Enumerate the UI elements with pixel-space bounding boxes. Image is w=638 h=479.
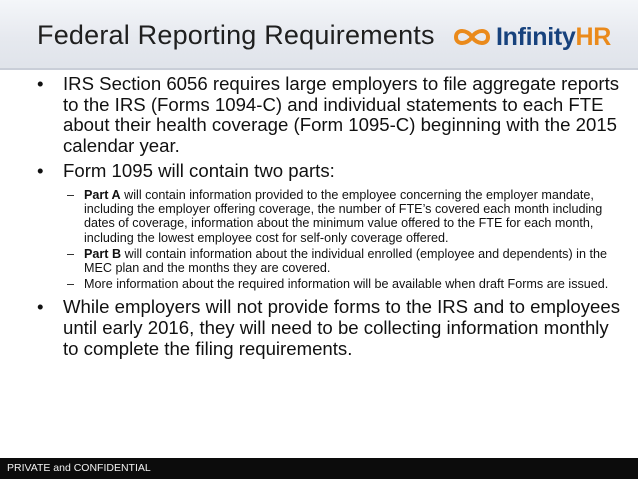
slide-body [37, 74, 627, 364]
dash-symbol: – [67, 246, 75, 261]
sub-item-bold: Part A [84, 187, 121, 202]
bullet-text: Form 1095 will contain two parts: [63, 160, 335, 182]
sub-item-text: will contain information about the individual enrolled (employee and dependents) in the MEC plan and the months they are covered. [84, 246, 607, 275]
infinity-icon [452, 26, 492, 48]
sub-item-text: will contain information provided to the employee concerning the employer mandate, including the employer offering coverage, the number of FTE’s covered each month including dates of coverage, information about the minimum value offered to the FTE for each month, including the lowest employee cost for self-only coverage offered. [84, 187, 603, 245]
sub-item [67, 247, 627, 275]
bullet-text: IRS Section 6056 requires large employers to file aggregate reports to the IRS (Forms 1094-C) and individual statements to each FTE about their health coverage (Form 1095-C) beginning with the 2015 calendar year. [63, 73, 620, 156]
sub-item [67, 188, 627, 245]
bullet-item [37, 74, 627, 156]
sub-list [37, 188, 627, 291]
bullet-symbol: • [37, 160, 44, 182]
slide-title: Federal Reporting Requirements [37, 20, 435, 50]
infinityhr-logo [452, 22, 611, 52]
bullet-symbol: • [37, 296, 44, 318]
header-divider [0, 68, 638, 70]
sub-item [67, 277, 627, 291]
sub-item-text: More information about the required information will be available when draft Forms are issued. [84, 277, 609, 292]
bullet-text: While employers will not provide forms to the IRS and to employees until early 2016, they will need to be collecting information monthly to complete the filing requirements. [63, 296, 621, 359]
bullet-symbol: • [37, 73, 44, 94]
logo-word-hr: HR [575, 22, 612, 51]
bullet-item [37, 297, 627, 359]
footer-label: PRIVATE and CONFIDENTIAL [7, 462, 151, 474]
dash-symbol: – [67, 277, 75, 292]
footer-bar [0, 458, 638, 479]
bullet-item [37, 161, 627, 182]
sub-item-bold: Part B [84, 246, 122, 261]
dash-symbol: – [67, 187, 75, 202]
logo-word-infinity: Infinity [496, 22, 576, 51]
